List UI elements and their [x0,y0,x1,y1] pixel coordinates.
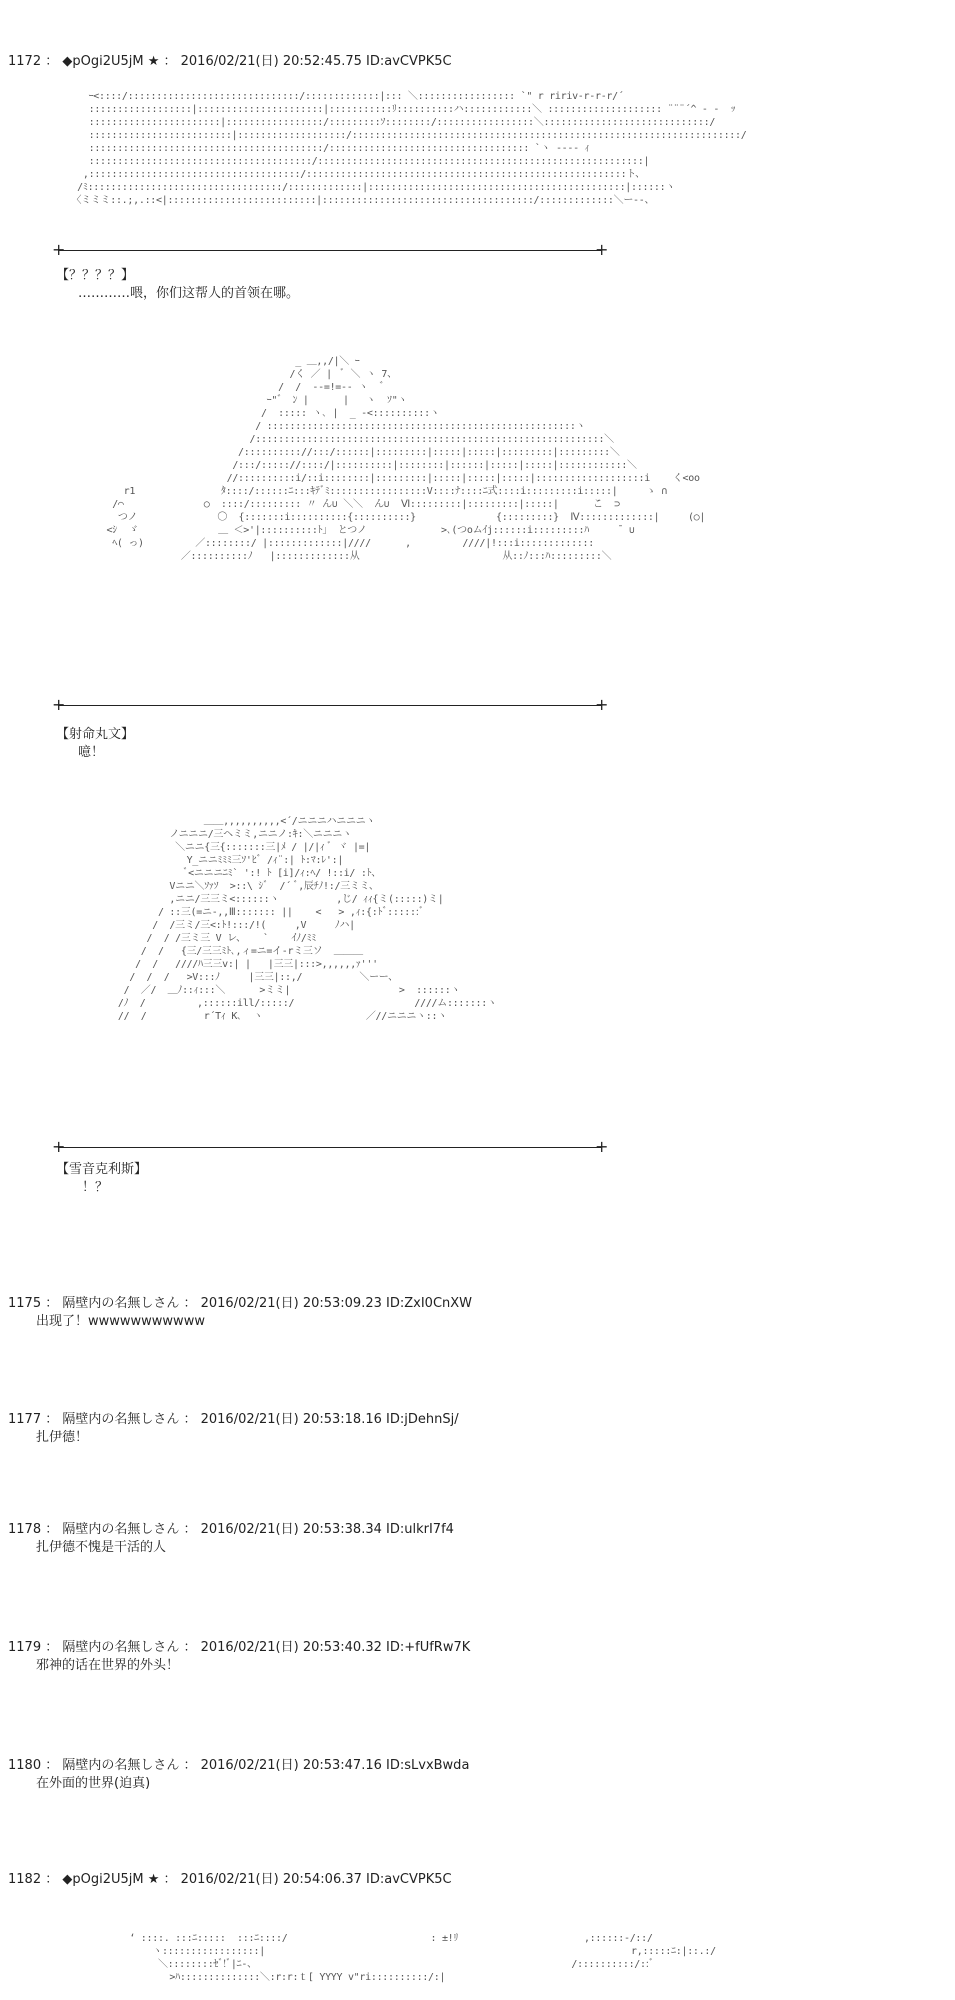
dialogue-line-1: …………喂，你们这帮人的首领在哪。 [78,286,300,301]
post-body-1180: 在外面的世界(迫真) [36,1776,151,1791]
post-body-1177: 扎伊德！ [36,1430,89,1445]
dialogue-line-3: ！？ [82,1180,109,1195]
post-header-1175: 1175 ： 隔壁内の名無しさん ： 2016/02/21(日) 20:53:09.23 ID:ZxI0CnXW [8,1296,473,1311]
post-body-1178: 扎伊德不愧是干活的人 [36,1540,167,1555]
speaker-label-1: 【？？？？】 [56,268,135,283]
post-header-1178: 1178 ： 隔壁内の名無しさん ： 2016/02/21(日) 20:53:38.34 ID:ulkrI7f4 [8,1522,454,1537]
post-header-1177: 1177 ： 隔壁内の名無しさん ： 2016/02/21(日) 20:53:18.16 ID:jDehnSj/ [8,1412,459,1427]
post-header-1182: 1182 ： ◆pOgi2U5jM ★ ： 2016/02/21(日) 20:54:06.37 ID:avCVPK5C [8,1872,452,1887]
post-body-1175: 出现了！wwwwwwwwwww [36,1314,205,1329]
post-header-1172: 1172 ： ◆pOgi2U5jM ★ ： 2016/02/21(日) 20:52:45.75 ID:avCVPK5C [8,54,452,69]
divider-end-right-3: + [595,1137,609,1156]
ascii-art-scene-3: ＿＿,,,,,,,,,,<´/ニニニハニニニヽ ノニニニ/三ヘミミ,ニニノ:ｷ:＼ニニニヽ ＼ニニ{三{:::::::三|ﾒ / |/|ｨ ﾞ ヾ |=| Y_ニニﾐﾐﾐ三ｿ'ﾋﾞ /ｨ¨:| ﾄ:ﾏ:ﾚ':| ﾞ<ニニニﾆﾐ` ':! ﾄ [i]/ｨ:ﾍ/ !::i/ :ﾄ、 Vニニ＼ｿｧｿ >::\ ｼﾞ /´ ﾞ,辰ﾁﾉ!:/三ミミ、 ,ニニ/三三ミ<::::::ヽ ,じ/ ｨｨ{ミ(:::::)ミ| / ::三(=ニ-,,Ⅲ::::::: || < > ,ｨ:{:ﾄﾞ::::::ﾞ / /三ミ/三<:ﾄ!:::/!( ,V ﾉハ| / / /三ミ三 V レ、 ` ｲﾉ/ﾐﾐ / / {三/三三ﾐﾄ､,ィ=ニ=イ-rミ三ソ ＿＿＿ / / ////ﾊ三三v:| | |三三|:::>,,,,,,ｧ''' / / / >V:::ﾉ |三三|::,/ ＼ーー、 / ／/ ＿ﾉ::ｨ:::＼ >ミミ| > ::::::ヽ /ﾉ / ,::::::ill/:::::/ ////ム:::::::ヽ // / r´Tｨ K､ ヽ ／//ニニニヽ::ヽ [117,816,497,1022]
speaker-label-3: 【雪音克利斯】 [56,1162,148,1177]
ascii-art-scene-1: ｰ<::::/::::::::::::::::::::::::::::::/:::::::::::::|::: ＼::::::::::::::::: `" r ririv‐r‐r‐r/´ ::::::::::::::::::|::::::::::::::::::::::|:::::::::::ﾘ::::::::::ハ::::::::::::＼ :::::::::::::::::::: ¨¨¨´^ ‐ ‐ ｯ :::::::::::::::::::::::|:::::::::::::::::/:::::::::ｿ::::::::/:::::::::::::::::＼:::::::::::::::::::::::::::::/ :::::::::::::::::::::::::|:::::::::::::::::::/::::::::::::::::::::::::::::::::::::::::::::::::::::::::::::::::::::/ :::::::::::::::::::::::::::::::::::::::::/::::::::::::::::::::::::::::::::::: `ヽ ‐‐‐‐ ｨ :::::::::::::::::::::::::::::::::::::::/:::::::::::::::::::::::::::::::::::::::::::::::::::::::::| ,:::::::::::::::::::::::::::::::::::::/::::::::::::::::::::::::::::::::::::::::::::::::::::::::ト、 /ﾐ::::::::::::::::::::::::::::::::::/:::::::::::::|:::::::::::::::::::::::::::::::::::::::::::::|::::::ヽ 〈ミミミ::.;,.::<|::::::::::::::::::::::::::|:::::::::::::::::::::::::::::::::::::/:::::::::::::＼ー‐‐、 [71,91,747,206]
post-body-1179: 邪神的话在世界的外头！ [36,1658,180,1673]
divider-end-right-1: + [595,240,609,259]
ascii-art-scene-2: _ ＿,,/|＼ ｰ /く ／ | ﾞ ＼ ヽ 7、 / / ‐‐=!=‐‐ ヽ ゛ ｰ"゛ ﾝ | | ヽ ｿ"ヽ / ::::: ヽ､ | _ ‐<::::::::::ヽ / ::::::::::::::::::::::::::::::::::::::::::::::::::::::ヽ /:::::::::::::::::::::::::::::::::::::::::::::::::::::::::::::＼ /:::::::::://:::/::::::|:::::::::|:::::|:::::|:::::::::|:::::::::＼ /:::/::::://::::/|::::::::::|::::::::|::::::|:::::|:::::|::::::::::::＼ //::::::::::i/::i::::::::|:::::::::|:::::|:::::|:::::|:::::::::::::::::::i く<oo r1 ﾀ::::/::::::ﾆ:::ｷﾃﾞﾐ:::::::::::::::::V::::ﾅ::::ﾆ式::::i:::::::::i:::::| ゝ ∩ /⌒ ○ ::::/::::::::: 〃 ん∪ ＼＼ ん∪ Ⅵ:::::::::|:::::::::|:::::| こ ⊃ つノ 〇 {:::::::i::::::::::{::::::::::} {:::::::::} Ⅳ:::::::::::::| (○| <ｼ ゞ ＿ ＜>'|::::::::::ﾄ」 とつノ >､(つoムｲj::::::i:::::::::ﾊ ¯ ∪ ﾍ( っ) ／::::::::/ |:::::::::::::|//// , ////|!:::i::::::::::::: ／::::::::::ﾉ |:::::::::::::从 从::ﾉ:::ﾊ:::::::::＼ [106,356,706,562]
divider-end-left-2: + [52,695,66,714]
scene-divider-1 [58,250,601,251]
speaker-label-2: 【射命丸文】 [56,727,135,742]
divider-end-left-3: + [52,1137,66,1156]
divider-end-right-2: + [595,695,609,714]
ascii-art-scene-4: ‘ ::::. :::ﾆ::::: :::ﾆ::::/ : ±!ﾘ ,::::::-/::/ ヽ:::::::::::::::::| r,:::::ﾆ:|::.:/ ＼::::::::ｾﾞ!ﾞ|ﾆ-、 /::::::::::/::ﾞ >ﾊ::::::::::::::＼:r:r:ｔ[ YYYY v"ri::::::::::/:| [129,1933,716,1983]
divider-end-left-1: + [52,240,66,259]
dialogue-line-2: 噫！ [78,745,105,760]
scene-divider-3 [58,1147,601,1148]
scene-divider-2 [58,705,601,706]
post-header-1179: 1179 ： 隔壁内の名無しさん ： 2016/02/21(日) 20:53:40.32 ID:+fUfRw7K [8,1640,471,1655]
post-header-1180: 1180 ： 隔壁内の名無しさん ： 2016/02/21(日) 20:53:47.16 ID:sLvxBwda [8,1758,470,1773]
